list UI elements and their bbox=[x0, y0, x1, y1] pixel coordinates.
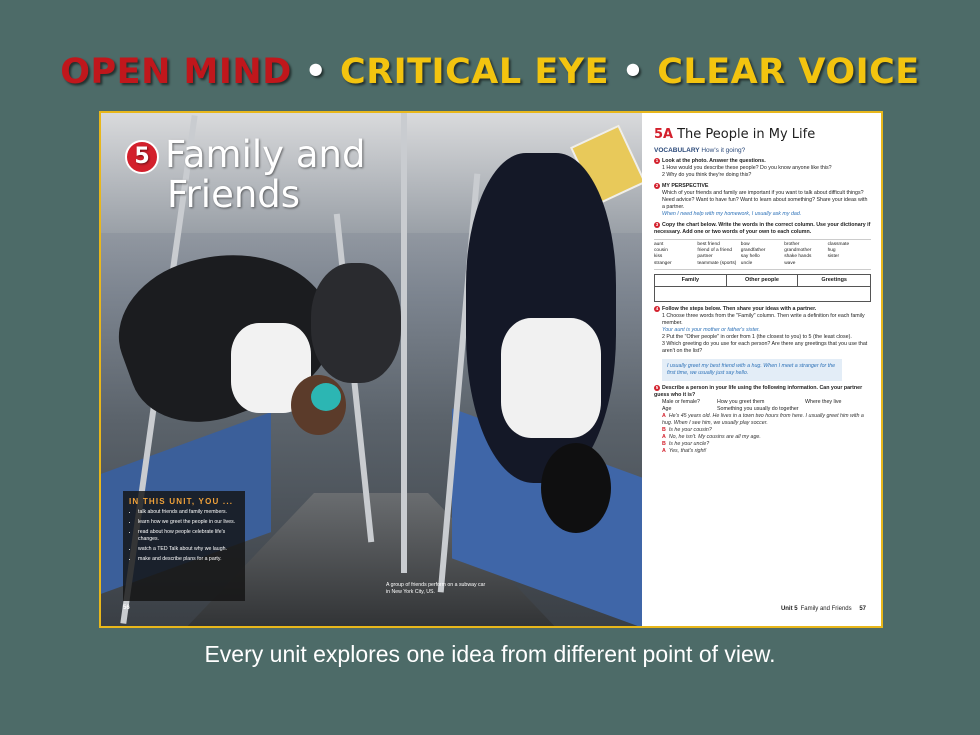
exercise-instruction: Copy the chart below. Write the words in the correct column. Use your dictionary if necessary. Add one or two words of your own to each column. bbox=[654, 222, 871, 235]
word: grandmother bbox=[784, 248, 812, 254]
exercise-question: 2 Why do you think they're doing this? bbox=[662, 172, 752, 178]
word: teammate (sports) bbox=[697, 260, 737, 266]
exercise-question: 1 How would you describe these people? Do you know anyone like this? bbox=[662, 165, 832, 171]
exercise-text: Which of your friends and family are important if you want to talk about difficult things? Need advice? Want to have fun? Want to learn about something? Share your ideas with a partner. bbox=[662, 190, 868, 210]
unit-goal: • talk about friends and family members. bbox=[138, 509, 239, 516]
example-dialog bbox=[654, 413, 871, 455]
word: bow bbox=[740, 242, 750, 247]
lesson-number: 5A bbox=[654, 127, 674, 142]
exercise-1: 1 Look at the photo. Answer the questions. 1 How would you describe these people? Do you know anyone like this? 2 Why do you think they're doing this? bbox=[654, 158, 871, 179]
footer-title: Family and Friends bbox=[800, 606, 852, 612]
title-separator: • bbox=[304, 52, 328, 92]
chart-header-greetings: Greetings bbox=[798, 275, 870, 287]
unit-opener-photo bbox=[101, 113, 642, 626]
word-bank bbox=[654, 239, 871, 270]
prompt-item: Male or female? bbox=[662, 398, 700, 405]
speaker-label: A bbox=[662, 412, 666, 419]
exercise-question: 3 Which greeting do you use for each person? Are there any greetings that you use that aren't on the list? bbox=[662, 340, 868, 354]
lesson-title-text: The People in My Life bbox=[677, 127, 816, 142]
word: sister bbox=[827, 254, 840, 260]
photo-caption: A group of friends perform on a subway car in New York City, US. bbox=[386, 582, 486, 595]
dialog-line: No, he isn't. My cousins are all my age. bbox=[668, 433, 761, 440]
word: stranger bbox=[654, 260, 672, 266]
in-this-unit-heading: IN THIS UNIT, YOU ... bbox=[129, 497, 234, 506]
speaker-label: B bbox=[662, 440, 666, 447]
unit-goal: • make and describe plans for a party. bbox=[138, 556, 239, 563]
dialog-line: He's 45 years old. He lives in a town two hours from here. I usually greet him with a hug. When I see him, we usually play soccer. bbox=[662, 412, 864, 426]
speaker-label: A bbox=[662, 433, 666, 440]
unit-number-badge: 5 bbox=[125, 140, 159, 174]
description-prompts bbox=[654, 399, 871, 413]
exercise-instruction: MY PERSPECTIVE bbox=[662, 183, 709, 189]
exercise-instruction: Look at the photo. Answer the questions. bbox=[662, 158, 766, 164]
exercise-instruction: Describe a person in your life using the following information. Can your partner guess who it is? bbox=[654, 384, 863, 398]
dialog-line: Yes, that's right! bbox=[668, 447, 707, 454]
example-sentence: When I need help with my homework, I usually ask my dad. bbox=[662, 211, 802, 217]
prompt-item bbox=[805, 406, 871, 413]
vocabulary-heading bbox=[654, 147, 871, 154]
dialog-line: Is he your cousin? bbox=[668, 426, 712, 433]
word: shake hands bbox=[784, 254, 812, 260]
prompt-item: How you greet them bbox=[717, 398, 765, 405]
word: cousin bbox=[654, 248, 668, 254]
unit-goal: • learn how we greet the people in our lives. bbox=[138, 519, 239, 526]
unit-title-line1: Family and bbox=[165, 133, 366, 176]
word: hug bbox=[827, 248, 836, 254]
prompt-item: Where they live bbox=[805, 398, 842, 405]
page-number-left: 56 bbox=[123, 605, 130, 611]
speaker-label: B bbox=[662, 426, 666, 433]
exercise-question: 1 Choose three words from the "Family" column. Then write a definition for each family member. bbox=[662, 312, 865, 326]
exercise-4: 4 Follow the steps below. Then share your ideas with a partner. 1 Choose three words from the "Family" column. Then write a definition for each family member. Your aunt is your mother or father's sister. 2 Put the "Other people" in order from 1 (the closest to you) to 5 (the least close). 3 Which greeting do you use for each person? Are there any greetings that you use that aren't on the list? I usually greet my best friend with a hug. When I meet a stranger for the first time, we usually just say hello. bbox=[654, 306, 871, 381]
speaker-label: A bbox=[662, 447, 666, 454]
word: partner bbox=[697, 254, 713, 260]
slide-caption: Every unit explores one idea from different point of view. bbox=[204, 641, 776, 667]
page-number-right: 57 bbox=[859, 606, 866, 612]
prompt-item: Something you usually do together bbox=[717, 405, 799, 412]
exercise-2: 2 MY PERSPECTIVE Which of your friends and family are important if you want to talk about difficult things? Need advice? Want to have fun? Want to learn about something? Share your ideas with a partner. When I need help with my homework, I usually ask my dad. bbox=[654, 183, 871, 218]
chart-header-other-people: Other people bbox=[727, 275, 799, 287]
page-footer-right bbox=[781, 606, 869, 613]
in-this-unit-box bbox=[123, 491, 245, 601]
example-sentence: Your aunt is your mother or father's sister. bbox=[662, 326, 760, 333]
word: uncle bbox=[740, 260, 753, 266]
word bbox=[828, 261, 871, 267]
word: friend of a friend bbox=[697, 248, 733, 254]
word: brother bbox=[784, 242, 800, 247]
textbook-spread bbox=[99, 111, 883, 628]
word: kiss bbox=[654, 254, 663, 260]
title-clear-voice: CLEAR VOICE bbox=[657, 52, 920, 92]
exercise-5: 5 Describe a person in your life using the following information. Can your partner guess who it is? Male or female? How you greet them Where they live Age Something you usually do together A He's 45 years old. He lives in a town two hours from here. I usually greet him with a hug. When I see him, we usually play soccer. B Is he your cousin? A No, he isn't. My cousins are all my age. B Is he your uncle? A Yes, that's right! bbox=[654, 385, 871, 455]
title-separator: • bbox=[621, 52, 645, 92]
slide-title bbox=[0, 52, 980, 92]
word: aunt bbox=[654, 242, 664, 247]
prompt-item: Age bbox=[662, 405, 672, 412]
unit-title bbox=[125, 135, 365, 215]
dialog-line: Is he your uncle? bbox=[668, 440, 710, 447]
vocabulary-subtitle: How's it going? bbox=[701, 147, 746, 154]
exercise-3: 3 Copy the chart below. Write the words in the correct column. Use your dictionary if necessary. Add one or two words of your own to each column. aunt best friend bow brother classmate cousin friend of a friend grandfather grandmother hug kiss partner say hello shake hands sister stranger teammate (sports) uncle wave Family Other people Greetings bbox=[654, 222, 871, 302]
exercise-instruction: Follow the steps below. Then share your ideas with a partner. bbox=[662, 305, 817, 312]
word: wave bbox=[784, 260, 796, 266]
lesson-title bbox=[654, 127, 871, 143]
word: best friend bbox=[697, 242, 720, 247]
chart-header-family: Family bbox=[655, 275, 727, 287]
vocabulary-chart bbox=[654, 274, 871, 302]
word: say hello bbox=[740, 254, 760, 260]
vocabulary-label: VOCABULARY bbox=[654, 147, 700, 154]
unit-goal: • watch a TED Talk about why we laugh. bbox=[138, 546, 239, 553]
title-critical-eye: CRITICAL EYE bbox=[340, 52, 609, 92]
speech-bubble: I usually greet my best friend with a hug. When I meet a stranger for the first time, we usually just say hello. bbox=[662, 359, 842, 381]
footer-unit: Unit 5 bbox=[780, 606, 798, 612]
unit-title-line2: Friends bbox=[167, 173, 301, 216]
title-open-mind: OPEN MIND bbox=[60, 52, 292, 92]
word: grandfather bbox=[740, 248, 766, 254]
word: classmate bbox=[827, 242, 850, 247]
unit-goal: • read about how people celebrate life's changes. bbox=[138, 529, 239, 543]
lesson-page bbox=[642, 113, 881, 626]
exercise-question: 2 Put the "Other people" in order from 1 (the closest to you) to 5 (the least close). bbox=[662, 333, 852, 340]
